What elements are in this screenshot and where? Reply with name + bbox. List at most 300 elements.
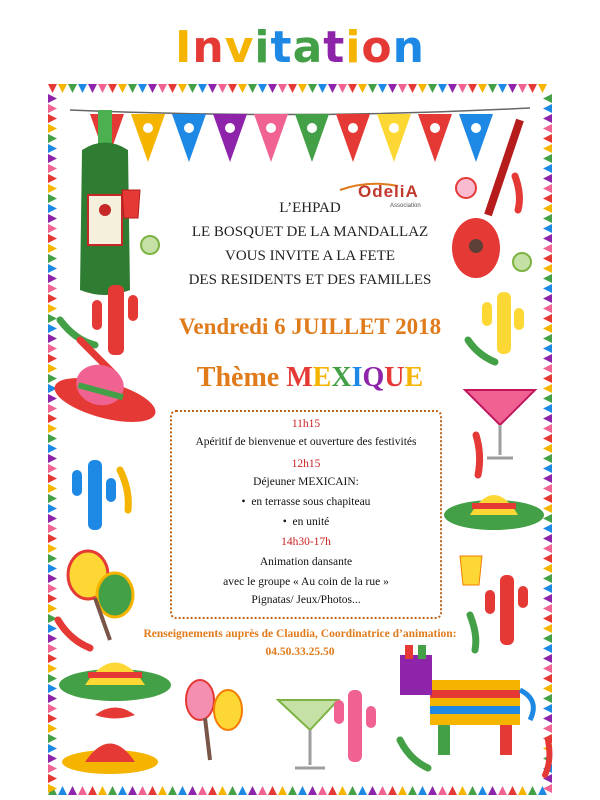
- border-triangle: [543, 444, 552, 453]
- border-triangle: [468, 786, 477, 795]
- border-triangle: [543, 184, 552, 193]
- title-letter: i: [345, 22, 362, 73]
- border-triangle: [238, 786, 247, 795]
- chili-pepper-icon: [400, 740, 428, 768]
- border-triangle: [428, 84, 437, 93]
- border-triangle: [128, 84, 137, 93]
- border-triangle: [218, 84, 227, 93]
- bunting-flag: [418, 114, 452, 162]
- border-triangle: [388, 786, 397, 795]
- border-triangle: [48, 154, 57, 163]
- border-triangle: [188, 786, 197, 795]
- program-bullet-terrace-text: en terrasse sous chapiteau: [251, 496, 371, 508]
- border-triangle: [543, 334, 552, 343]
- bunting-cutout: [389, 123, 399, 133]
- border-triangle: [48, 724, 57, 733]
- border-triangle: [428, 786, 437, 795]
- theme-prefix: Thème: [196, 362, 280, 393]
- border-triangle: [338, 84, 347, 93]
- border-triangle: [543, 574, 552, 583]
- border-triangle: [138, 786, 147, 795]
- cactus-icon: [334, 690, 376, 762]
- border-triangle: [48, 634, 57, 643]
- border-triangle: [543, 654, 552, 663]
- bunting-cutout: [307, 123, 317, 133]
- border-triangle: [98, 84, 107, 93]
- border-triangle: [348, 786, 357, 795]
- border-triangle: [398, 84, 407, 93]
- border-triangle: [48, 304, 57, 313]
- border-triangle: [368, 84, 377, 93]
- border-triangle: [48, 324, 57, 333]
- border-triangle: [543, 304, 552, 313]
- border-triangle: [498, 786, 507, 795]
- border-triangle: [478, 84, 487, 93]
- border-triangle: [198, 84, 207, 93]
- border-triangle: [228, 786, 237, 795]
- border-triangle: [543, 94, 552, 103]
- theme-letter: E: [312, 362, 332, 393]
- border-triangle: [88, 84, 97, 93]
- border-triangle: [543, 644, 552, 653]
- program-item-dance: Animation dansante: [259, 556, 353, 568]
- border-triangle: [308, 84, 317, 93]
- border-triangle: [488, 786, 497, 795]
- border-triangle: [198, 786, 207, 795]
- border-triangle: [48, 424, 57, 433]
- margarita-glass-icon: [278, 700, 338, 768]
- border-triangle: [48, 474, 57, 483]
- border-triangle: [543, 424, 552, 433]
- chili-pepper-icon: [120, 470, 128, 510]
- bunting-flag: [459, 114, 493, 162]
- title-letter: n: [192, 22, 225, 73]
- border-triangle: [543, 364, 552, 373]
- border-triangle: [408, 786, 417, 795]
- border-triangle: [48, 684, 57, 693]
- bunting-cutout: [430, 123, 440, 133]
- border-triangle: [68, 786, 77, 795]
- theme-letter: E: [404, 362, 424, 393]
- border-triangle: [48, 404, 57, 413]
- border-triangle: [543, 264, 552, 273]
- border-triangle: [48, 164, 57, 173]
- border-triangle: [48, 594, 57, 603]
- border-triangle: [528, 84, 537, 93]
- border-triangle: [543, 724, 552, 733]
- border-triangle: [48, 194, 57, 203]
- border-triangle: [543, 294, 552, 303]
- maracas-icon: [186, 680, 242, 760]
- border-triangle: [543, 564, 552, 573]
- border-triangle: [48, 674, 57, 683]
- border-triangle: [88, 786, 97, 795]
- border-triangle: [48, 744, 57, 753]
- sombrero-icon: [444, 495, 544, 530]
- border-triangle: [438, 786, 447, 795]
- border-triangle: [48, 704, 57, 713]
- theme-letter: Q: [362, 362, 385, 393]
- theme-letter: M: [286, 362, 313, 393]
- border-triangle: [58, 786, 67, 795]
- border-triangle: [48, 94, 57, 103]
- shot-glass-icon: [460, 556, 482, 585]
- border-triangle: [218, 786, 227, 795]
- border-triangle: [328, 84, 337, 93]
- title-letter: n: [392, 22, 425, 73]
- title-letter: t: [323, 22, 346, 73]
- border-triangle: [48, 584, 57, 593]
- border-triangle: [543, 544, 552, 553]
- border-triangle: [68, 84, 77, 93]
- border-triangle: [498, 84, 507, 93]
- border-triangle: [543, 134, 552, 143]
- border-triangle: [508, 84, 517, 93]
- border-triangle: [543, 174, 552, 183]
- border-triangle: [48, 264, 57, 273]
- border-triangle: [48, 564, 57, 573]
- border-triangle: [543, 394, 552, 403]
- event-theme: [150, 362, 470, 394]
- border-triangle: [48, 764, 57, 773]
- border-triangle: [543, 284, 552, 293]
- program-bullet-terrace: • en terrasse sous chapiteau: [241, 496, 371, 508]
- chili-pepper-icon: [468, 340, 495, 362]
- border-triangle: [168, 84, 177, 93]
- border-triangle: [48, 214, 57, 223]
- border-triangle: [543, 244, 552, 253]
- bunting-cutout: [143, 123, 153, 133]
- invite-line-3: VOUS INVITE A LA FETE: [225, 248, 395, 264]
- bunting-cutout: [471, 123, 481, 133]
- chili-pepper-icon: [515, 176, 519, 210]
- border-triangle: [158, 84, 167, 93]
- border-triangle: [48, 144, 57, 153]
- bunting-cutout: [266, 123, 276, 133]
- border-triangle: [543, 694, 552, 703]
- border-triangle: [543, 604, 552, 613]
- border-triangle: [543, 154, 552, 163]
- cactus-icon: [92, 285, 138, 355]
- border-triangle: [543, 524, 552, 533]
- border-triangle: [268, 84, 277, 93]
- program-time-1: 11h15: [291, 418, 321, 430]
- border-triangle: [543, 354, 552, 363]
- border-triangle: [48, 714, 57, 723]
- border-triangle: [148, 84, 157, 93]
- title-letter: I: [175, 22, 193, 73]
- border-triangle: [78, 84, 87, 93]
- border-triangle: [543, 114, 552, 123]
- bunting-flag: [172, 114, 206, 162]
- border-triangle: [298, 786, 307, 795]
- border-triangle: [178, 786, 187, 795]
- border-triangle: [543, 214, 552, 223]
- border-triangle: [543, 454, 552, 463]
- border-triangle: [48, 444, 57, 453]
- chili-pepper-icon: [476, 435, 480, 475]
- border-triangle: [48, 754, 57, 763]
- border-triangle: [288, 786, 297, 795]
- lime-icon: [456, 178, 476, 198]
- border-triangle: [48, 274, 57, 283]
- border-triangle: [48, 654, 57, 663]
- border-triangle: [543, 314, 552, 323]
- border-triangle: [528, 786, 537, 795]
- cactus-icon: [72, 460, 116, 530]
- logo-name: OdeliA: [358, 182, 419, 201]
- border-triangle: [268, 786, 277, 795]
- border-triangle: [48, 434, 57, 443]
- border-triangle: [368, 786, 377, 795]
- border-triangle: [48, 364, 57, 373]
- border-triangle: [48, 624, 57, 633]
- border-triangle: [543, 234, 552, 243]
- program-item-activities: Pignatas/ Jeux/Photos...: [251, 594, 361, 606]
- border-triangle: [458, 786, 467, 795]
- border-triangle: [48, 124, 57, 133]
- border-triangle: [48, 254, 57, 263]
- border-triangle: [543, 344, 552, 353]
- border-triangle: [508, 786, 517, 795]
- border-triangle: [543, 274, 552, 283]
- program-time-3: 14h30-17h: [281, 536, 331, 548]
- border-triangle: [543, 664, 552, 673]
- border-triangle: [318, 84, 327, 93]
- shot-glass-icon: [122, 190, 140, 218]
- maracas-icon: [68, 551, 133, 640]
- border-triangle: [48, 414, 57, 423]
- border-triangle: [358, 786, 367, 795]
- border-triangle: [48, 534, 57, 543]
- border-triangle: [108, 84, 117, 93]
- border-triangle: [543, 494, 552, 503]
- border-triangle: [48, 604, 57, 613]
- sombrero-icon: [62, 744, 158, 775]
- border-triangle: [48, 174, 57, 183]
- border-triangle: [468, 84, 477, 93]
- chili-pepper-icon: [470, 615, 476, 650]
- theme-letter: X: [331, 362, 352, 393]
- border-triangle: [238, 84, 247, 93]
- mustache-icon: [95, 708, 135, 719]
- border-triangle: [543, 594, 552, 603]
- contact-line: Renseignements auprès de Claudia, Coordinatrice d’animation:: [143, 628, 457, 640]
- border-triangle: [48, 374, 57, 383]
- border-triangle: [118, 786, 127, 795]
- border-triangle: [398, 786, 407, 795]
- border-triangle: [543, 634, 552, 643]
- border-triangle: [278, 786, 287, 795]
- bunting-flag: [377, 114, 411, 162]
- bunting-cutout: [348, 123, 358, 133]
- bunting-cutout: [184, 123, 194, 133]
- border-triangle: [48, 354, 57, 363]
- border-triangle: [48, 184, 57, 193]
- bunting-flag: [336, 114, 370, 162]
- border-triangle: [48, 734, 57, 743]
- border-triangle: [48, 694, 57, 703]
- border-triangle: [543, 324, 552, 333]
- border-triangle: [48, 84, 57, 93]
- border-triangle: [228, 84, 237, 93]
- border-triangle: [188, 84, 197, 93]
- border-triangle: [48, 664, 57, 673]
- event-date: Vendredi 6 JUILLET 2018: [178, 314, 442, 339]
- border-triangle: [378, 84, 387, 93]
- border-triangle: [48, 114, 57, 123]
- border-triangle: [48, 514, 57, 523]
- border-triangle: [48, 314, 57, 323]
- program-time-2: 12h15: [291, 458, 321, 470]
- border-triangle: [48, 454, 57, 463]
- sombrero-icon: [59, 663, 171, 719]
- border-triangle: [338, 786, 347, 795]
- border-triangle: [438, 84, 447, 93]
- border-triangle: [48, 334, 57, 343]
- border-triangle: [48, 104, 57, 113]
- lime-icon: [513, 253, 531, 271]
- border-triangle: [298, 84, 307, 93]
- title-letter: i: [254, 22, 271, 73]
- border-triangle: [518, 84, 527, 93]
- border-triangle: [543, 514, 552, 523]
- border-triangle: [543, 484, 552, 493]
- bunting-flag: [295, 114, 329, 162]
- border-triangle: [48, 394, 57, 403]
- border-triangle: [543, 374, 552, 383]
- border-triangle: [48, 504, 57, 513]
- border-triangle: [543, 624, 552, 633]
- border-triangle: [48, 644, 57, 653]
- border-triangle: [208, 786, 217, 795]
- border-triangle: [388, 84, 397, 93]
- border-triangle: [48, 524, 57, 533]
- theme-word: [286, 362, 423, 393]
- cactus-icon: [485, 575, 528, 645]
- border-triangle: [208, 84, 217, 93]
- border-triangle: [168, 786, 177, 795]
- border-triangle: [488, 84, 497, 93]
- program-item-aperitif: Apéritif de bienvenue et ouverture des festivités: [195, 436, 417, 448]
- cactus-icon: [482, 292, 524, 354]
- invite-line-4: DES RESIDENTS ET DES FAMILLES: [188, 272, 432, 288]
- program-box: [170, 410, 442, 619]
- border-triangle: [543, 104, 552, 113]
- border-triangle: [48, 574, 57, 583]
- title-letter: v: [224, 22, 255, 73]
- border-triangle: [418, 84, 427, 93]
- border-triangle: [158, 786, 167, 795]
- title-letter: o: [361, 22, 393, 73]
- theme-letter: I: [351, 362, 363, 393]
- border-triangle: [448, 84, 457, 93]
- theme-letter: U: [384, 362, 405, 393]
- border-triangle: [543, 474, 552, 483]
- invite-line-1: L’EHPAD: [279, 200, 341, 216]
- border-triangle: [543, 224, 552, 233]
- border-triangle: [458, 84, 467, 93]
- border-triangle: [98, 786, 107, 795]
- border-triangle: [408, 84, 417, 93]
- title-letter: t: [270, 22, 293, 73]
- border-triangle: [448, 786, 457, 795]
- border-triangle: [543, 254, 552, 263]
- border-triangle: [348, 84, 357, 93]
- border-triangle: [543, 684, 552, 693]
- border-triangle: [48, 494, 57, 503]
- border-triangle: [538, 84, 547, 93]
- border-triangle: [518, 786, 527, 795]
- border-triangle: [543, 194, 552, 203]
- contact-phone: 04.50.33.25.50: [265, 646, 335, 658]
- border-triangle: [108, 786, 117, 795]
- border-triangle: [543, 584, 552, 593]
- border-triangle: [258, 786, 267, 795]
- border-triangle: [543, 384, 552, 393]
- border-triangle: [258, 84, 267, 93]
- border-triangle: [543, 164, 552, 173]
- border-triangle: [78, 786, 87, 795]
- invite-line-2: LE BOSQUET DE LA MANDALLAZ: [191, 224, 429, 240]
- border-triangle: [248, 84, 257, 93]
- border-triangle: [248, 786, 257, 795]
- border-triangle: [543, 554, 552, 563]
- program-bullet-unit-text: en unité: [292, 516, 330, 528]
- pinata-donkey-icon: [400, 645, 533, 755]
- border-triangle: [138, 84, 147, 93]
- border-triangle: [543, 504, 552, 513]
- border-triangle: [543, 704, 552, 713]
- program-item-band: avec le groupe « Au coin de la rue »: [223, 576, 389, 588]
- border-triangle: [278, 84, 287, 93]
- border-triangle: [418, 786, 427, 795]
- border-triangle: [478, 786, 487, 795]
- chili-pepper-icon: [58, 620, 90, 648]
- border-triangle: [308, 786, 317, 795]
- bunting-flag: [213, 114, 247, 162]
- border-triangle: [543, 204, 552, 213]
- border-triangle: [48, 234, 57, 243]
- bunting-cutout: [225, 123, 235, 133]
- border-triangle: [48, 774, 57, 783]
- logo-subtitle: Association: [390, 203, 421, 209]
- program-bullet-unit: • en unité: [282, 516, 330, 528]
- border-triangle: [48, 244, 57, 253]
- border-triangle: [48, 284, 57, 293]
- border-triangle: [48, 294, 57, 303]
- border-triangle: [48, 484, 57, 493]
- border-triangle: [318, 786, 327, 795]
- border-triangle: [48, 224, 57, 233]
- border-triangle: [48, 544, 57, 553]
- border-triangle: [543, 674, 552, 683]
- border-triangle: [48, 134, 57, 143]
- border-triangle: [543, 614, 552, 623]
- program-item-lunch: Déjeuner MEXICAIN:: [253, 476, 359, 488]
- border-triangle: [48, 554, 57, 563]
- bunting-flag: [254, 114, 288, 162]
- title-letter: a: [292, 22, 324, 73]
- bunting-flag: [131, 114, 165, 162]
- border-triangle: [288, 84, 297, 93]
- border-triangle: [128, 786, 137, 795]
- border-triangle: [358, 84, 367, 93]
- border-triangle: [543, 404, 552, 413]
- border-triangle: [543, 534, 552, 543]
- border-triangle: [543, 434, 552, 443]
- border-triangle: [543, 464, 552, 473]
